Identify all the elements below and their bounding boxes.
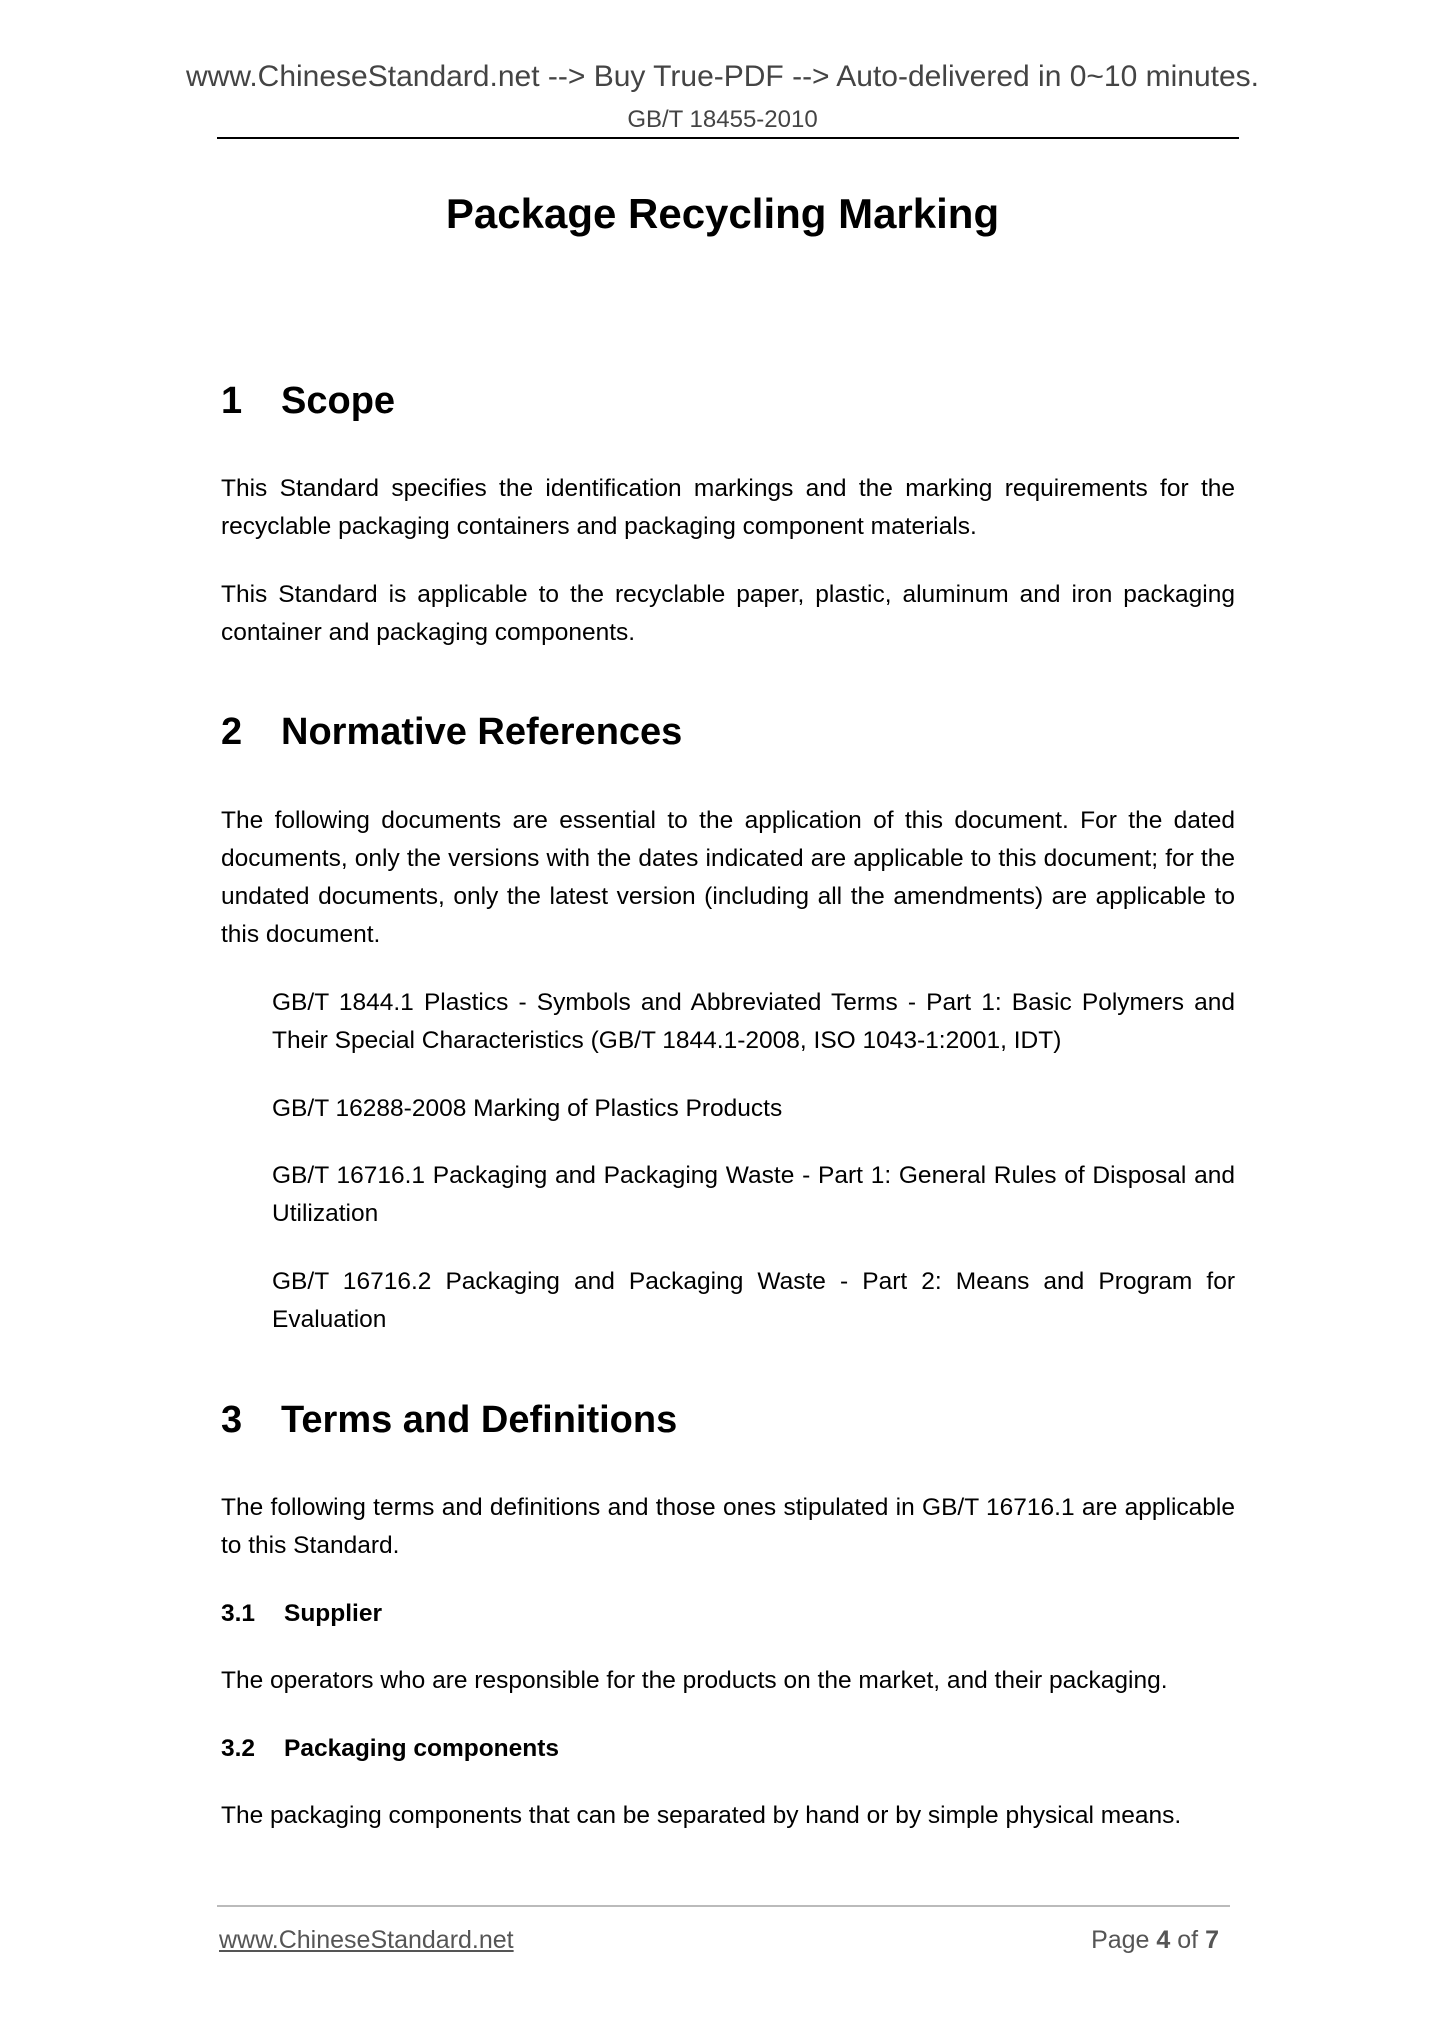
current-page: 4 <box>1156 1926 1171 1954</box>
page-title: Package Recycling Marking <box>445 190 1000 237</box>
paragraph: The following documents are essential to the application of this document. For the dated documents, only the versions with the dates indicated are applicable to this document; for the undated documents, only the latest version (including all the amendments) are applicable to this document. <box>221 807 1235 948</box>
reference-item: GB/T 16716.2 Packaging and Packaging Waste - Part 2: Means and Program for Evaluation <box>272 1268 1235 1333</box>
reference-item: GB/T 1844.1 Plastics - Symbols and Abbreviated Terms - Part 1: Basic Polymers and Their Special Characteristics (GB/T 1844.1-2008, ISO 1043-1:2001, IDT) <box>272 989 1235 1054</box>
paragraph: The following terms and definitions and those ones stipulated in GB/T 16716.1 are applicable to this Standard. <box>221 1494 1235 1559</box>
subsection-number: 3.1 <box>221 1600 256 1627</box>
section-title: Normative References <box>281 711 683 753</box>
section-number: 2 <box>221 711 243 753</box>
paragraph: This Standard is applicable to the recyclable paper, plastic, aluminum and iron packaging container and packaging components. <box>221 581 1235 646</box>
section-number: 1 <box>221 380 243 422</box>
subsection-title: Supplier <box>284 1600 383 1627</box>
total-pages: 7 <box>1205 1926 1219 1954</box>
section-title: Scope <box>281 380 396 422</box>
page-number <box>1091 1926 1219 1955</box>
section-heading-scope <box>221 380 395 423</box>
section-number: 3 <box>221 1399 243 1441</box>
reference-item: GB/T 16716.1 Packaging and Packaging Waste - Part 1: General Rules of Disposal and Utilization <box>272 1162 1235 1227</box>
subsection-heading <box>221 1735 559 1763</box>
section-heading-terms <box>221 1399 677 1442</box>
footer-website-link[interactable]: www.ChineseStandard.net <box>219 1926 514 1954</box>
reference-item: GB/T 16288-2008 Marking of Plastics Products <box>272 1095 783 1122</box>
section-heading-normative-references <box>221 711 682 754</box>
paragraph: This Standard specifies the identification markings and the marking requirements for the recyclable packaging containers and packaging component materials. <box>221 475 1235 540</box>
paragraph: The packaging components that can be separated by hand or by simple physical means. <box>221 1802 1182 1829</box>
subsection-title: Packaging components <box>284 1735 560 1762</box>
subsection-number: 3.2 <box>221 1735 256 1762</box>
footer-rule <box>217 1905 1230 1907</box>
section-title: Terms and Definitions <box>281 1399 678 1441</box>
header-doc-id: GB/T 18455-2010 <box>627 106 818 133</box>
page-prefix: Page <box>1091 1926 1150 1954</box>
header-banner: www.ChineseStandard.net --> Buy True-PDF --> Auto-delivered in 0~10 minutes. <box>185 60 1260 93</box>
subsection-heading <box>221 1600 382 1628</box>
page-of: of <box>1177 1926 1199 1954</box>
paragraph: The operators who are responsible for the products on the market, and their packaging. <box>221 1667 1168 1694</box>
header-rule <box>217 137 1239 139</box>
